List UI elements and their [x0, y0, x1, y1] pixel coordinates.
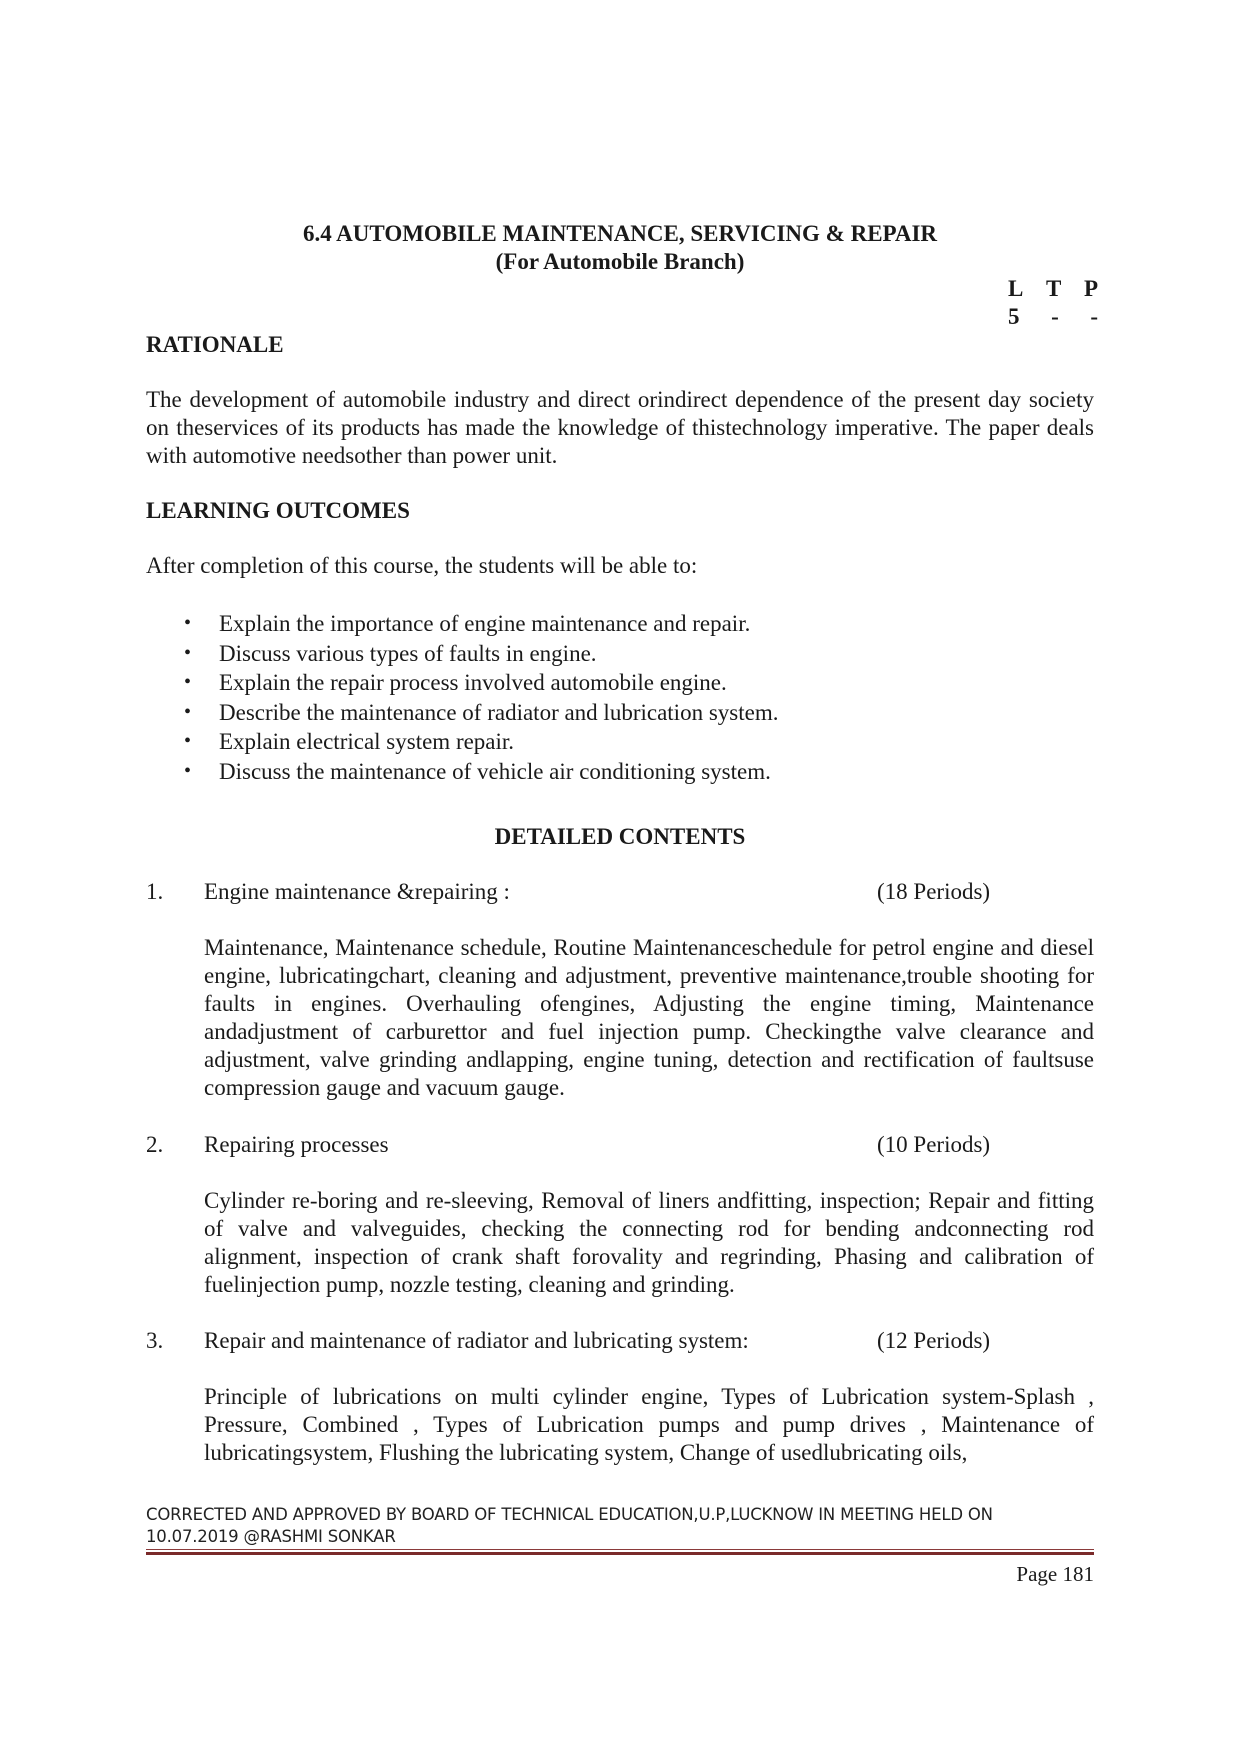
learning-outcomes-list [146, 609, 1094, 787]
section-periods: (12 Periods) [877, 1328, 991, 1353]
footer-approval-line-1: CORRECTED AND APPROVED BY BOARD OF TECHNICAL EDUCATION,U.P,LUCKNOW IN MEETING HELD ON [146, 1505, 993, 1524]
ltp-value-p: - [1090, 304, 1098, 329]
rationale-heading: RATIONALE [146, 332, 284, 357]
section-periods: (18 Periods) [877, 879, 991, 904]
ltp-value-l: 5 [1008, 304, 1020, 329]
section-3-header [146, 1327, 1094, 1355]
list-item: • Discuss the maintenance of vehicle air conditioning system. [146, 757, 1094, 787]
section-number: 1. [146, 879, 164, 904]
ltp-value-t: - [1051, 304, 1059, 329]
bullet-icon: • [184, 759, 192, 782]
footer-approval-line-2: 10.07.2019 @RASHMI SONKAR [146, 1527, 396, 1546]
learning-outcomes-intro: After completion of this course, the students will be able to: [146, 553, 698, 578]
course-subtitle: (For Automobile Branch) [495, 249, 745, 274]
list-item: • Explain the importance of engine maintenance and repair. [146, 609, 1094, 639]
section-3-body: Principle of lubrications on multi cylinder engine, Types of Lubrication system-Splash , Pressure, Combined , Types of Lubrication pumps and pump drives , Maintenance of lubricatingsystem, Flushing the lubricating system, Change of usedlubricating oils, [204, 1384, 1094, 1465]
course-title: 6.4 AUTOMOBILE MAINTENANCE, SERVICING & REPAIR [302, 221, 938, 246]
list-item: • Discuss various types of faults in engine. [146, 639, 1094, 669]
list-item: • Describe the maintenance of radiator and lubrication system. [146, 698, 1094, 728]
section-title: Engine maintenance &repairing : [204, 879, 510, 904]
section-1-body: Maintenance, Maintenance schedule, Routine Maintenanceschedule for petrol engine and diesel engine, lubricatingchart, cleaning and adjustment, preventive maintenance,trouble shooting for faults in engines. Overhauling ofengines, Adjusting the engine timing, Maintenance andadjustment of carburettor and fuel injection pump. Checkingthe valve clearance and adjustment, valve grinding andlapping, engine tuning, detection and rectification of faultsuse compression gauge and vacuum gauge. [204, 935, 1094, 1100]
list-item: • Explain electrical system repair. [146, 727, 1094, 757]
ltp-header-t: T [1045, 276, 1062, 301]
ltp-header-l: L [1008, 276, 1024, 301]
section-periods: (10 Periods) [877, 1132, 991, 1157]
section-title: Repair and maintenance of radiator and lubricating system: [204, 1328, 749, 1353]
page-number: Page 181 [1016, 1562, 1094, 1586]
footer-divider [146, 1549, 1094, 1555]
ltp-value-row [1008, 303, 1098, 331]
learning-outcomes-heading: LEARNING OUTCOMES [146, 498, 410, 523]
footer-divider-thin [146, 1549, 1094, 1550]
section-2-header [146, 1131, 1094, 1159]
bullet-icon: • [184, 700, 192, 723]
rationale-text: The development of automobile industry and direct orindirect dependence of the present day society on theservices of its products has made the knowledge of thistechnology imperative. The paper deals with automotive needsother than power unit. [146, 387, 1094, 468]
detailed-contents-heading: DETAILED CONTENTS [494, 824, 746, 849]
section-2-body: Cylinder re-boring and re-sleeving, Removal of liners andfitting, inspection; Repair and fitting of valve and valveguides, checking the connecting rod for bending andconnecting rod alignment, inspection of crank shaft forovality and regrinding, Phasing and calibration of fuelinjection pump, nozzle testing, cleaning and grinding. [204, 1188, 1094, 1297]
list-item: • Explain the repair process involved automobile engine. [146, 668, 1094, 698]
section-title: Repairing processes [204, 1132, 389, 1157]
bullet-icon: • [184, 730, 192, 753]
footer-divider-thick [146, 1552, 1094, 1555]
ltp-header-p: P [1083, 276, 1098, 301]
bullet-icon: • [184, 612, 192, 634]
section-number: 3. [146, 1328, 164, 1353]
section-number: 2. [146, 1132, 164, 1157]
bullet-icon: • [184, 671, 192, 694]
ltp-header-row [1008, 275, 1098, 303]
section-1-header [146, 878, 1094, 906]
bullet-icon: • [184, 641, 192, 664]
